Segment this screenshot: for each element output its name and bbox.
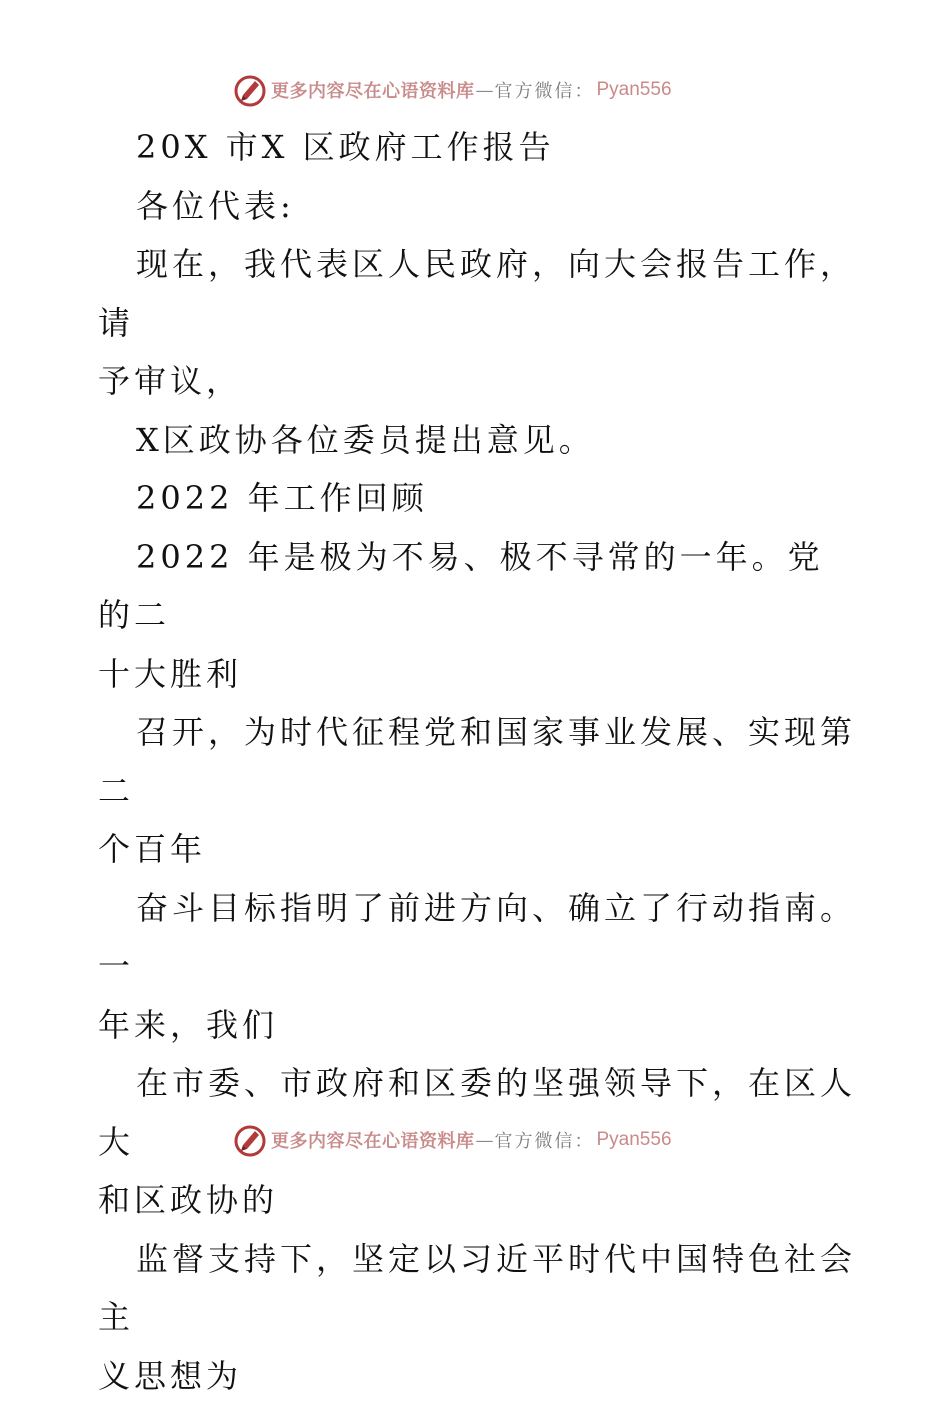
pen-logo-icon: [233, 73, 267, 107]
footer-banner: [233, 1122, 672, 1158]
document-body: [98, 118, 858, 1405]
paragraph-line: X区政协各位委员提出意见。: [98, 411, 858, 470]
document-title: 20X 市X 区政府工作报告: [98, 118, 858, 177]
banner-wechat-id: Pyan556: [597, 79, 672, 101]
paragraph-line: 个百年: [98, 820, 858, 879]
paragraph-line: 2022 年是极为不易、极不寻常的一年。党的二: [98, 528, 858, 645]
paragraph-line: 和区政协的: [98, 1171, 858, 1230]
header-banner: [233, 72, 672, 108]
banner-promo-text: 更多内容尽在心语资料库: [271, 77, 475, 103]
banner-wechat-id: Pyan556: [597, 1129, 672, 1151]
paragraph-line: 召开，为时代征程党和国家事业发展、实现第二: [98, 703, 858, 820]
salutation: 各位代表:: [98, 177, 858, 236]
paragraph-line: 义思想为: [98, 1347, 858, 1405]
banner-dash: —: [476, 80, 494, 101]
banner-wechat-label: 官方微信：: [495, 77, 595, 103]
banner-promo-text: 更多内容尽在心语资料库: [271, 1127, 475, 1153]
paragraph-line: 予审议，: [98, 352, 858, 411]
section-heading: 2022 年工作回顾: [98, 469, 858, 528]
paragraph-line: 在市委、市政府和区委的坚强领导下，在区人大: [98, 1054, 858, 1171]
banner-dash: —: [476, 1130, 494, 1151]
paragraph-line: 年来，我们: [98, 996, 858, 1055]
paragraph-line: 奋斗目标指明了前进方向、确立了行动指南。一: [98, 879, 858, 996]
banner-wechat-label: 官方微信：: [495, 1127, 595, 1153]
paragraph-line: 十大胜利: [98, 645, 858, 704]
pen-logo-icon: [233, 1123, 267, 1157]
paragraph-line: 监督支持下，坚定以习近平时代中国特色社会主: [98, 1230, 858, 1347]
paragraph-line: 现在，我代表区人民政府，向大会报告工作，请: [98, 235, 858, 352]
